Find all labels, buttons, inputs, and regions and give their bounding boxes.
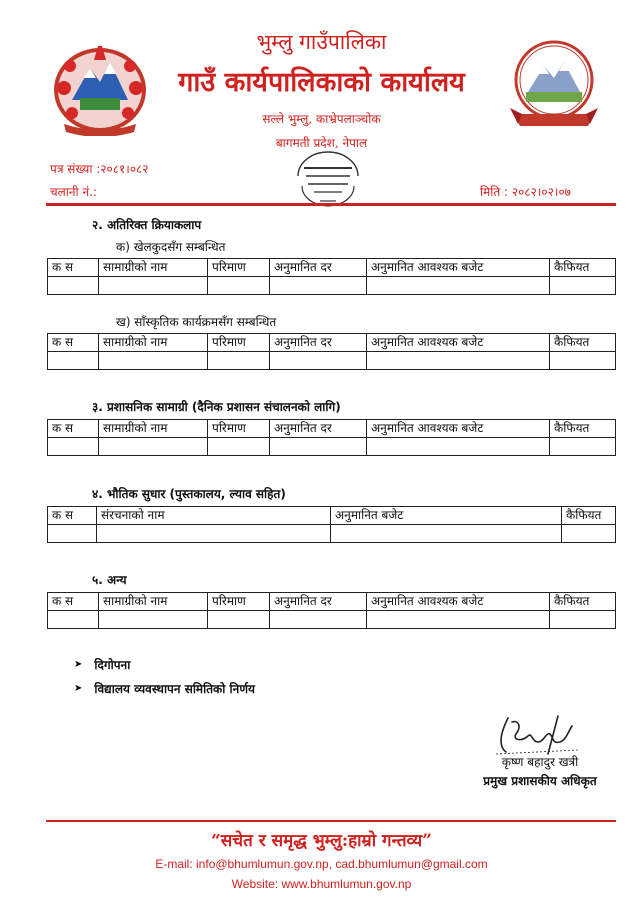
section-4-heading: ४. भौतिक सुधार (पुस्तकालय, ल्याव सहित) bbox=[92, 487, 286, 501]
dispatch-number: चलानी नं.: bbox=[50, 185, 97, 199]
letter-date: मिति : २०८२।०२।०७ bbox=[480, 185, 571, 199]
list-item bbox=[74, 654, 255, 674]
bullet-text: विद्यालय व्यवस्थापन समितिको निर्णय bbox=[94, 681, 255, 696]
col-sn: क स bbox=[48, 507, 97, 525]
col-budget: अनुमानित बजेट bbox=[331, 507, 562, 525]
list-item bbox=[74, 678, 255, 698]
cultural-table bbox=[47, 333, 616, 370]
col-item-name: सामाग्रीको नाम bbox=[99, 259, 208, 277]
col-item-name: सामाग्रीको नाम bbox=[99, 420, 208, 438]
signatory-designation: प्रमुख प्रशासकीय अधिकृत bbox=[483, 774, 597, 788]
section-2a-heading: क) खेलकुदसँग सम्बन्धित bbox=[116, 240, 226, 254]
col-budget: अनुमानित आवश्यक बजेट bbox=[367, 593, 550, 611]
table-row bbox=[48, 611, 616, 629]
admin-table bbox=[47, 419, 616, 456]
col-budget: अनुमानित आवश्यक बजेट bbox=[367, 420, 550, 438]
table-header-row bbox=[48, 259, 616, 277]
table-row bbox=[48, 525, 616, 543]
col-rate: अनुमानित दर bbox=[270, 334, 367, 352]
infrastructure-table bbox=[47, 506, 616, 543]
address-line-1: सल्ले भुम्लु, काभ्रेपलाञ्चोक bbox=[262, 112, 381, 126]
col-item-name: सामाग्रीको नाम bbox=[99, 593, 208, 611]
col-rate: अनुमानित दर bbox=[270, 259, 367, 277]
col-sn: क स bbox=[48, 334, 99, 352]
col-remarks: कैफियत bbox=[562, 507, 616, 525]
table-header-row bbox=[48, 420, 616, 438]
bullet-list bbox=[74, 654, 255, 698]
arrow-bullet-icon: ➤ bbox=[74, 658, 83, 670]
bullet-text: दिगोपना bbox=[94, 657, 131, 672]
footer-rule bbox=[46, 820, 616, 822]
col-rate: अनुमानित दर bbox=[270, 593, 367, 611]
col-quantity: परिमाण bbox=[208, 334, 270, 352]
municipality-name: भुम्लु गाउँपालिका bbox=[256, 30, 387, 54]
sports-table bbox=[47, 258, 616, 295]
col-remarks: कैफियत bbox=[550, 259, 616, 277]
col-remarks: कैफियत bbox=[550, 593, 616, 611]
col-budget: अनुमानित आवश्यक बजेट bbox=[367, 334, 550, 352]
table-header-row bbox=[48, 593, 616, 611]
section-2b-heading: ख) साँस्कृतिक कार्यक्रमसँग सम्बन्धित bbox=[116, 315, 277, 329]
table-header-row bbox=[48, 334, 616, 352]
col-quantity: परिमाण bbox=[208, 593, 270, 611]
table-row bbox=[48, 352, 616, 370]
col-structure-name: संरचनाको नाम bbox=[97, 507, 331, 525]
col-budget: अनुमानित आवश्यक बजेट bbox=[367, 259, 550, 277]
signatory-name: कृष्ण बहादुर खत्री bbox=[501, 755, 579, 769]
col-sn: क स bbox=[48, 593, 99, 611]
section-5-heading: ५. अन्य bbox=[92, 573, 127, 587]
col-quantity: परिमाण bbox=[208, 259, 270, 277]
table-row bbox=[48, 277, 616, 295]
col-remarks: कैफियत bbox=[550, 334, 616, 352]
header-rule bbox=[46, 203, 616, 206]
col-sn: क स bbox=[48, 259, 99, 277]
other-table bbox=[47, 592, 616, 629]
table-row bbox=[48, 438, 616, 456]
address-line-2: बागमती प्रदेश, नेपाल bbox=[275, 136, 368, 150]
footer-slogan: “सचेत र समृद्ध भुम्लु:हाम्रो गन्तव्य” bbox=[211, 831, 432, 851]
col-sn: क स bbox=[48, 420, 99, 438]
col-remarks: कैफियत bbox=[550, 420, 616, 438]
section-2-heading: २. अतिरिक्त क्रियाकलाप bbox=[92, 218, 202, 232]
col-quantity: परिमाण bbox=[208, 420, 270, 438]
section-3-heading: ३. प्रशासनिक सामाग्री (दैनिक प्रशासन संचालनको लागि) bbox=[92, 400, 341, 414]
col-item-name: सामाग्रीको नाम bbox=[99, 334, 208, 352]
footer-email[interactable]: E-mail: info@bhumlumun.gov.np, cad.bhumlumun@gmail.com bbox=[155, 857, 488, 871]
footer-website[interactable]: Website: www.bhumlumun.gov.np bbox=[231, 877, 412, 891]
letter-number: पत्र संख्या :२०८१।०८२ bbox=[50, 162, 149, 176]
office-name: गाउँ कार्यपालिकाको कार्यालय bbox=[178, 67, 465, 98]
arrow-bullet-icon: ➤ bbox=[74, 682, 83, 694]
handwritten-signature-icon bbox=[488, 712, 580, 758]
col-rate: अनुमानित दर bbox=[270, 420, 367, 438]
table-header-row bbox=[48, 507, 616, 525]
